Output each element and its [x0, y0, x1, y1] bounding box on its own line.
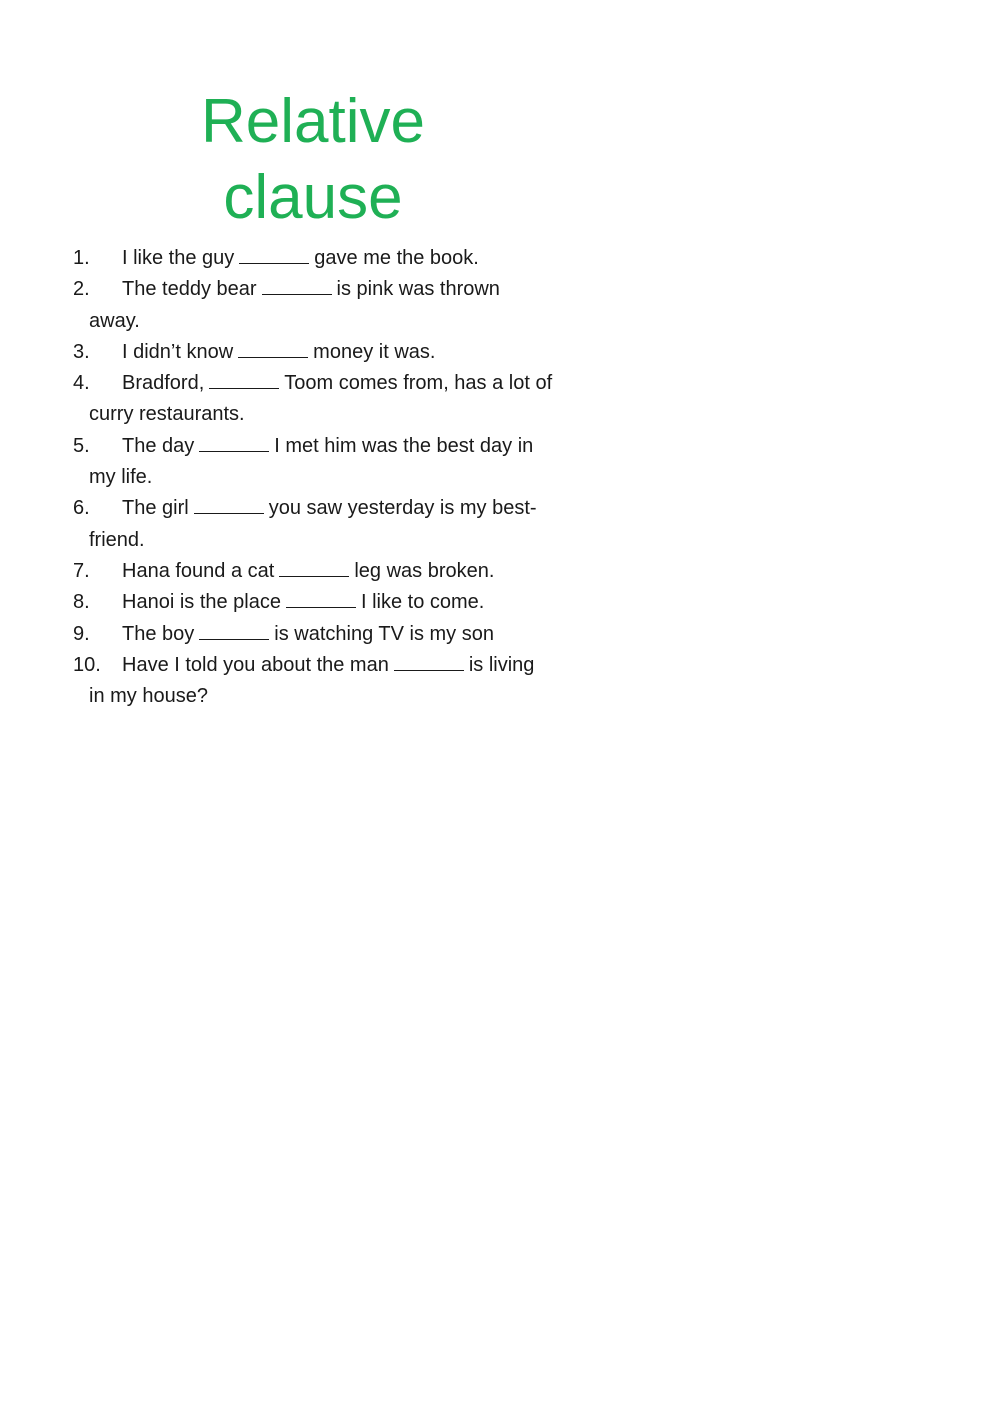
answer-blank — [239, 262, 309, 264]
item-number: 6. — [73, 497, 90, 520]
item-text-after: is watching TV is my son — [274, 622, 494, 645]
answer-blank — [199, 450, 269, 452]
item-text-after: I met him was the best day in my life. — [89, 434, 534, 489]
exercise-list — [73, 243, 553, 712]
item-text-after: gave me the book. — [314, 247, 479, 269]
title-line-1: Relative — [201, 87, 425, 156]
item-number: 10. — [73, 653, 101, 676]
answer-blank — [238, 356, 308, 358]
item-number: 5. — [73, 434, 90, 457]
exercise-item-4 — [73, 368, 553, 431]
answer-blank — [194, 512, 264, 514]
item-text-after: I like to come. — [360, 591, 485, 614]
answer-blank — [286, 606, 356, 608]
item-text-after: is pink was thrown away. — [89, 278, 500, 332]
item-text-before: Bradford, — [122, 372, 205, 395]
exercise-item-3 — [73, 337, 553, 368]
exercise-item-1 — [73, 243, 553, 274]
item-number: 4. — [73, 372, 90, 395]
answer-blank — [279, 575, 349, 577]
item-text-after: Toom comes from, has a lot of curry restaurants. — [89, 372, 553, 426]
item-text-before: Have I told you about the man — [122, 653, 389, 676]
item-text-after: leg was broken. — [354, 559, 495, 582]
exercise-item-5 — [73, 431, 553, 494]
item-number: 2. — [73, 278, 90, 301]
item-text-before: The day — [122, 434, 195, 457]
exercise-item-2 — [73, 274, 553, 337]
exercise-item-9 — [73, 619, 553, 650]
item-number: 9. — [73, 622, 90, 645]
answer-blank — [209, 387, 279, 389]
answer-blank — [199, 638, 269, 640]
item-text-before: Hana found a cat — [122, 559, 275, 582]
item-text-before: I like the guy — [122, 247, 235, 269]
item-text-before: The girl — [122, 497, 189, 520]
title-line-2: clause — [223, 163, 403, 232]
item-number: 8. — [73, 591, 90, 614]
exercise-item-8 — [73, 587, 553, 618]
item-text-before: I didn’t know — [122, 340, 234, 363]
item-text-after: money it was. — [313, 340, 436, 363]
item-text-before: The boy — [122, 622, 195, 645]
exercise-item-7 — [73, 556, 553, 587]
item-number: 3. — [73, 340, 90, 363]
item-text-after: is living in my house? — [89, 653, 535, 708]
item-number: 1. — [73, 247, 90, 269]
answer-blank — [262, 293, 332, 295]
exercise-item-6 — [73, 493, 553, 556]
exercise-item-10 — [73, 650, 553, 713]
item-text-before: The teddy bear — [122, 278, 257, 301]
answer-blank — [394, 669, 464, 671]
item-text-before: Hanoi is the place — [122, 591, 281, 614]
item-text-after: you saw yesterday is my best-friend. — [89, 497, 537, 551]
worksheet-title — [150, 84, 476, 236]
item-number: 7. — [73, 559, 90, 582]
